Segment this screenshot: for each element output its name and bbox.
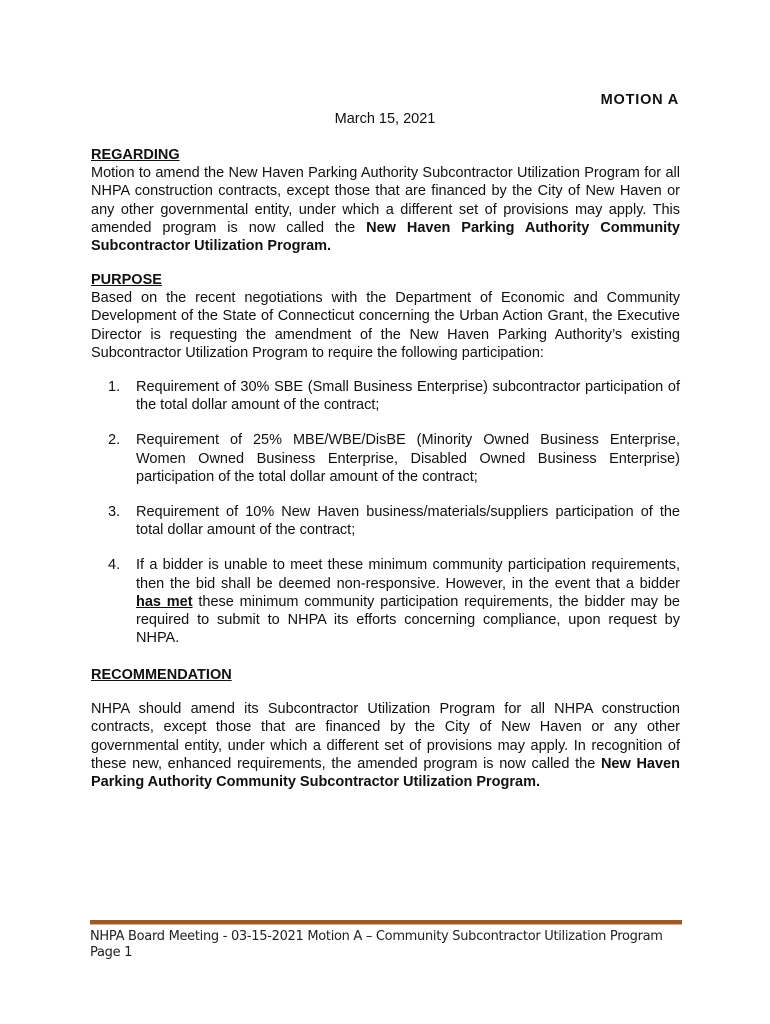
purpose-paragraph: Based on the recent negotiations with the Department of Economic and Community Development of the State of Connecticut concerning the Urban Action Grant, the Executive Director is requesting the amendment of the New Haven Parking Authority’s existing Subcontractor Utilization Program to require the following participation: (91, 290, 680, 361)
recommendation-text: NHPA should amend its Subcontractor Utilization Program for all NHPA construction contracts, except those that are financed by the City of New Haven or any other governmental entity, under which a different set of provisions may apply. In recognition of these new, enhanced requirements, the amended program is now called the (91, 701, 680, 772)
purpose-heading: PURPOSE (91, 272, 162, 288)
list-number: 4. (108, 557, 121, 574)
list-item-text: Requirement of 25% MBE/WBE/DisBE (Minority Owned Business Enterprise, Women Owned Business Enterprise, Disabled Owned Business Enterprise) participation of the total dollar amount of the contract; (136, 432, 680, 485)
recommendation-program-name: New Haven Parking Authority Community Subcontractor Utilization Program. (91, 755, 680, 791)
list-item (108, 503, 680, 539)
regarding-section (91, 146, 680, 255)
list-number: 3. (108, 504, 121, 521)
regarding-text: Motion to amend the New Haven Parking Authority Subcontractor Utilization Program for all NHPA construction contracts, except those that are financed by the City of New Haven or any other governmental entity, under which a different set of provisions may apply. This amended program is now called the (91, 165, 680, 236)
document-date: March 15, 2021 (334, 111, 436, 127)
regarding-program-name: New Haven Parking Authority Community Subcontractor Utilization Program. (91, 219, 680, 255)
list-number: 1. (108, 379, 121, 395)
regarding-paragraph (91, 164, 680, 255)
purpose-section (91, 271, 680, 362)
regarding-heading: REGARDING (91, 147, 180, 163)
footer-page-number: Page 1 (90, 945, 133, 960)
list-item-text: Requirement of 10% New Haven business/materials/suppliers participation of the total dollar amount of the contract; (136, 504, 680, 539)
list-item (108, 556, 680, 647)
motion-label: MOTION A (600, 92, 679, 108)
list-item-text-after: these minimum community participation requirements, the bidder may be required to submit to NHPA its efforts concerning compliance, upon request by NHPA. (136, 593, 680, 647)
list-item-emphasis: has met (136, 593, 193, 610)
recommendation-section (91, 666, 680, 791)
list-item (108, 431, 680, 486)
requirements-list (108, 378, 680, 664)
list-number: 2. (108, 432, 121, 449)
list-item (108, 378, 680, 414)
list-item-text: Requirement of 30% SBE (Small Business Enterprise) subcontractor participation of the total dollar amount of the contract; (136, 379, 680, 414)
list-item-text-before: If a bidder is unable to meet these minimum community participation requirements, then the bid shall be deemed non-responsive. However, in the event that a bidder (136, 557, 680, 592)
recommendation-heading: RECOMMENDATION (91, 667, 232, 683)
recommendation-paragraph (91, 700, 680, 791)
footer (90, 929, 663, 961)
footer-rule (90, 920, 682, 925)
footer-title: NHPA Board Meeting - 03-15-2021 Motion A – Community Subcontractor Utilization Program (90, 929, 663, 944)
